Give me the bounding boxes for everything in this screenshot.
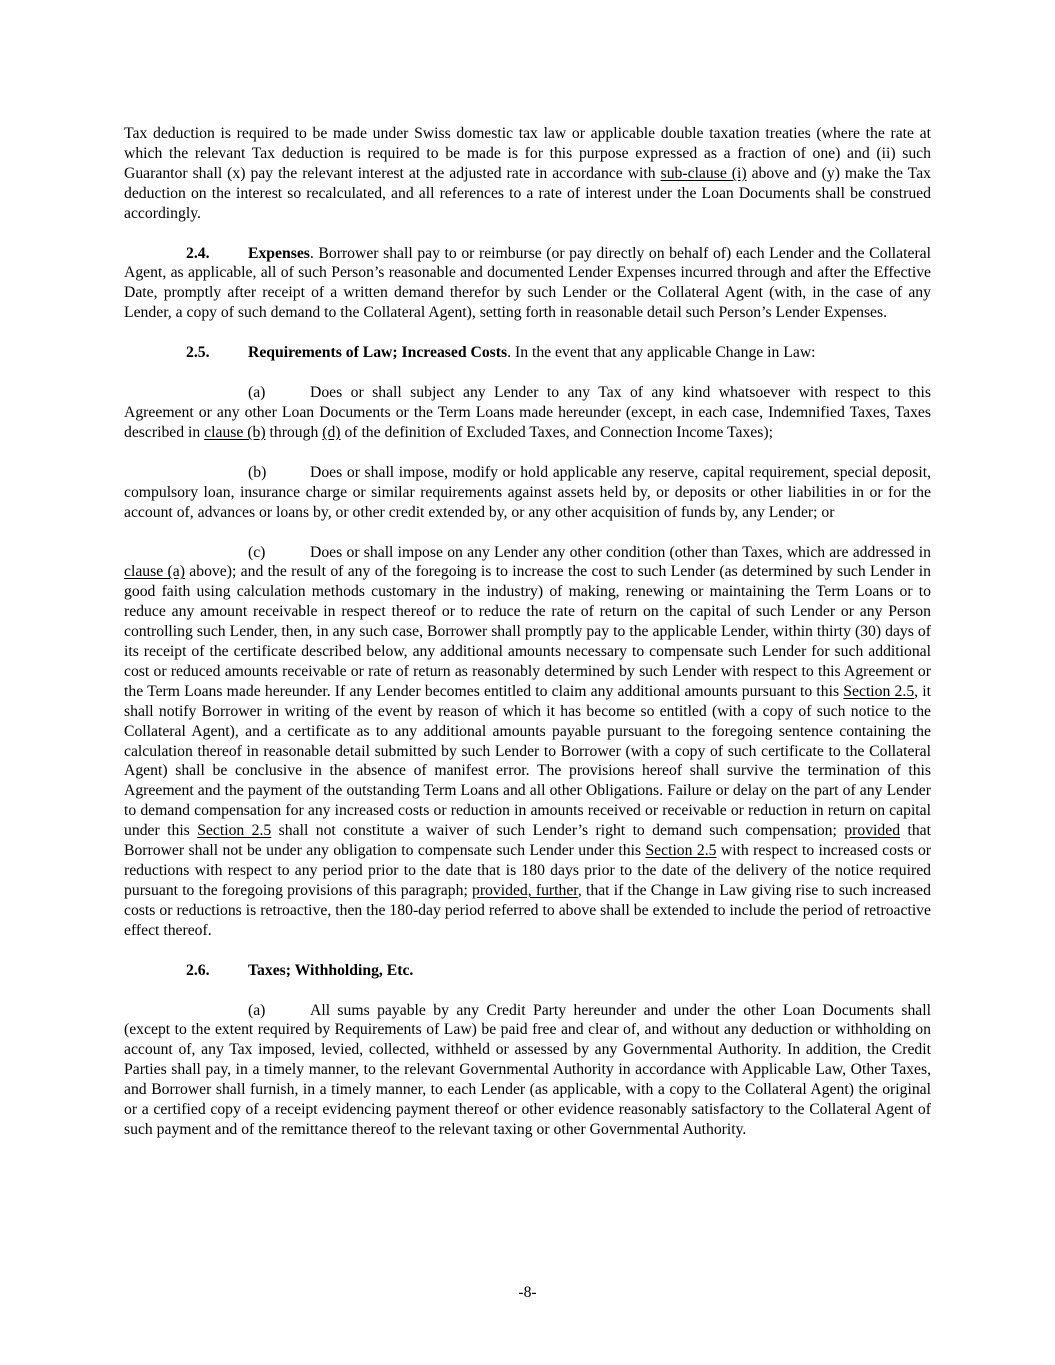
section-body: . In the event that any applicable Change in Law: bbox=[507, 344, 816, 362]
text: All sums payable by any Credit Party hereunder and under the other Loan Documents shall (except to the extent required by Requirements of Law) be paid free and clear of, and without any deduction or withholding on account of, any Tax imposed, levied, collected, withheld or assessed by any Governmental Authority. In addition, the Credit Parties shall pay, in a timely manner, to the relevant Governmental Authority in accordance with Applicable Law, Other Taxes, and Borrower shall furnish, in a timely manner, to each Lender (as applicable, with a copy to the Collateral Agent) the original or a certified copy of a receipt evidencing payment thereof or other evidence reasonably satisfactory to the Collateral Agent of such payment and of the remittance thereof to the relevant taxing or other Governmental Authority. bbox=[124, 1001, 931, 1138]
document-page bbox=[124, 124, 931, 1140]
text: , that if the Change in Law giving rise to such increased costs or reductions is retroactive, then the 180-day period referred to above shall be extended to include the period of retroactive effect thereof. bbox=[124, 881, 931, 939]
cross-reference-section-2-5: Section 2.5 bbox=[197, 822, 272, 840]
text: of the definition of Excluded Taxes, and Connection Income Taxes); bbox=[340, 423, 773, 441]
section-number: 2.4. bbox=[186, 244, 210, 262]
text: Tax deduction is required to be made under Swiss domestic tax law or applicable double taxation treaties (where the rate at which the relevant Tax deduction is required to be made is for this purpose expressed as a fraction of one) and (ii) such Guarantor shall (x) pay the relevant interest at the adjusted rate in accordance with bbox=[124, 125, 931, 182]
section-body: . Borrower shall pay to or reimburse (or pay directly on behalf of) each Lender and the Collateral Agent, as applicable, all of such Person’s reasonable and documented Lender Expenses incurred through and after the Effective Date, promptly after receipt of a written demand therefor by such Lender or the Collateral Agent (with, in the case of any Lender, a copy of such demand to the Collateral Agent), setting forth in reasonable detail such Person’s Lender Expenses. bbox=[124, 244, 931, 322]
section-2-6 bbox=[124, 961, 931, 981]
text: through bbox=[265, 423, 323, 441]
text: above); and the result of any of the foregoing is to increase the cost to such Lender (as determined by such Lender in good faith using calculation methods customary in the industry) of making, renewing or maintaining the Term Loans or to reduce any amount receivable in respect thereof or to reduce the rate of return on the capital of such Lender or any Person controlling such Lender, then, in any such case, Borrower shall promptly pay to the applicable Lender, within thirty (30) days of its receipt of the certificate described below, any additional amounts necessary to compensate such Lender for such additional cost or reduced amounts receivable or rate of return as reasonably determined by such Lender with respect to this Agreement or the Term Loans made hereunder. If any Lender becomes entitled to claim any additional amounts pursuant to this bbox=[124, 563, 932, 700]
paragraph-intro bbox=[124, 124, 931, 224]
text: Does or shall subject any Lender to any Tax of any kind whatsoever with respect to this Agreement or any other Loan Documents or the Term Loans made hereunder (except, in each case, Indemnified Taxes, Taxes described in bbox=[124, 384, 931, 441]
page-number: -8- bbox=[518, 1284, 537, 1301]
clause-number: (a) bbox=[248, 384, 266, 402]
text: with respect to increased costs or reductions with respect to any period prior to the date that is 180 days prior to the date of the delivery of the notice required pursuant to the foregoing provisions of this paragraph; bbox=[124, 842, 932, 899]
defined-term-provided: provided bbox=[844, 822, 901, 840]
text: above and (y) make the Tax deduction on the interest so recalculated, and all references to a rate of interest under the Loan Documents shall be construed accordingly. bbox=[124, 164, 931, 222]
clause-2-5-c bbox=[124, 543, 931, 941]
defined-term-provided-further: provided, further bbox=[471, 881, 578, 899]
section-2-5 bbox=[124, 343, 931, 363]
text: that Borrower shall not be under any obligation to compensate such Lender under this bbox=[124, 822, 931, 860]
clause-number: (b) bbox=[248, 463, 267, 481]
cross-reference-clause-d: (d) bbox=[322, 423, 341, 441]
text: Does or shall impose, modify or hold applicable any reserve, capital requirement, special deposit, compulsory loan, insurance charge or similar requirements against assets held by, or deposits or other liabilities in or for the account of, advances or loans by, or other credit extended by, or any other acquisition of funds by, any Lender; or bbox=[124, 463, 931, 521]
clause-number: (a) bbox=[248, 1001, 266, 1019]
clause-2-5-b bbox=[124, 463, 931, 523]
section-number: 2.6. bbox=[186, 961, 210, 979]
section-heading: Requirements of Law; Increased Costs bbox=[248, 344, 508, 362]
cross-reference-section-2-5: Section 2.5 bbox=[645, 842, 717, 860]
cross-reference-clause-b: clause (b) bbox=[204, 423, 266, 441]
section-number: 2.5. bbox=[186, 344, 210, 362]
text: Does or shall impose on any Lender any other condition (other than Taxes, which are addressed in bbox=[310, 543, 931, 561]
cross-reference-section-2-5: Section 2.5 bbox=[843, 682, 915, 700]
text: shall not constitute a waiver of such Lender’s right to demand such compensation; bbox=[271, 822, 845, 840]
section-2-4 bbox=[124, 244, 931, 324]
section-heading: Expenses bbox=[248, 244, 310, 262]
clause-2-5-a bbox=[124, 383, 931, 443]
section-heading: Taxes; Withholding, Etc. bbox=[248, 961, 414, 979]
clause-number: (c) bbox=[248, 543, 266, 561]
cross-reference-clause-a: clause (a) bbox=[124, 563, 185, 581]
cross-reference-sub-clause-i: sub-clause (i) bbox=[660, 164, 747, 182]
clause-2-6-a bbox=[124, 1001, 931, 1140]
text: , it shall notify Borrower in writing of the event by reason of which it has become so entitled (with a copy of such notice to the Collateral Agent), and a certificate as to any additional amounts payable pursuant to the foregoing sentence containing the calculation thereof in reasonable detail submitted by such Lender to Borrower (with a copy of such certificate to the Collateral Agent) shall be conclusive in the absence of manifest error. The provisions hereof shall survive the termination of this Agreement and the payment of the outstanding Term Loans and all other Obligations. Failure or delay on the part of any Lender to demand compensation for any increased costs or reduction in amounts received or receivable or reduction in return on capital under this bbox=[124, 682, 932, 840]
